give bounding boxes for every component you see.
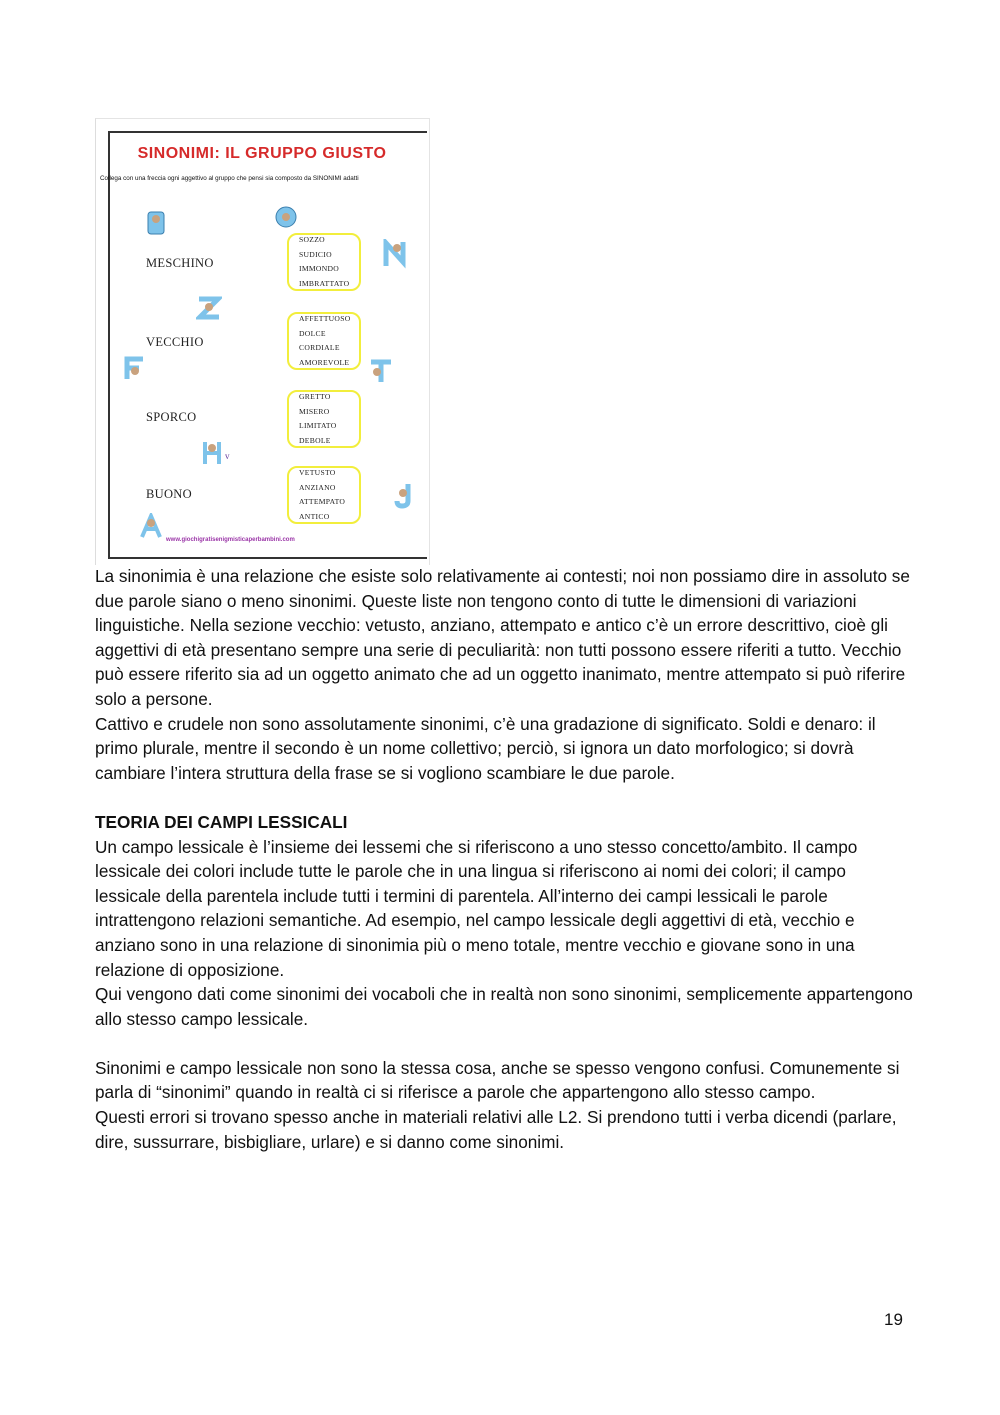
paragraph: Questi errori si trovano spesso anche in materiali relativi alle L2. Si prendono tutti i verba dicendi (parlare, dire, sussurrare, bisbigliare, urlare) e si danno come sinonimi. (95, 1107, 897, 1152)
synonym-item: AMOREVOLE (299, 357, 350, 367)
synonym-item: ANZIANO (299, 482, 336, 492)
bear-letter-j-icon (392, 481, 416, 509)
synonym-item: SUDICIO (299, 249, 332, 259)
synonym-item: IMBRATTATO (299, 278, 350, 288)
synonym-item: LIMITATO (299, 421, 337, 430)
paragraph: Qui vengono dati come sinonimi dei vocaboli che in realtà non sono sinonimi, semplicemente appartengono allo stesso campo lessicale. (95, 984, 913, 1029)
synonym-item: IMMONDO (299, 264, 340, 273)
synonym-group-box (287, 390, 361, 448)
bear-letter-t-icon (368, 357, 394, 385)
svg-text:v: v (225, 451, 230, 461)
bear-letter-h-icon (201, 439, 237, 467)
worksheet-word: VECCHIO (146, 335, 204, 349)
page-number: 19 (884, 1310, 903, 1329)
synonym-item: CORDIALE (299, 343, 340, 352)
paragraph: Sinonimi e campo lessicale non sono la stessa cosa, anche se spesso vengono confusi. Comunemente si parla di “sinonimi” quando in realtà ci si riferisce a parole che appartengono allo stesso campo. (95, 1057, 900, 1103)
synonym-item: DEBOLE (299, 435, 331, 445)
synonym-item: AFFETTUOSO (299, 314, 351, 323)
worksheet-word: SPORCO (146, 410, 197, 424)
bear-letter-z-icon (196, 295, 222, 321)
section-heading: TEORIA DEI CAMPI LESSICALI (95, 811, 348, 832)
synonym-item: SOZZO (299, 235, 325, 244)
synonym-item: MISERO (299, 406, 330, 416)
synonym-item: ATTEMPATO (299, 497, 346, 506)
paragraph: La sinonimia è una relazione che esiste solo relativamente ai contesti; noi non possiamo dire in assoluto se due parole siano o meno sinonimi. Queste liste non tengono conto di tutte le dimensioni di variazioni linguistiche. Nella sezione vecchio: vetusto, anziano, attempato e antico c’è un errore descrittivo, cioè gli aggettivi di età presentano sempre una serie di peculiarità: non tutti possono essere riferiti a tutto. Vecchio può essere riferito sia ad un oggetto animato che ad un oggetto inanimato, mentre attempato si può riferire solo a persone. (95, 566, 910, 709)
synonym-item: VETUSTO (299, 468, 336, 477)
synonym-group-box (287, 233, 361, 291)
synonym-item: DOLCE (299, 328, 326, 338)
worksheet-url: www.giochigratisenigmisticaperbambini.com (166, 537, 295, 543)
paragraph: Cattivo e crudele non sono assolutamente sinonimi, c’è una gradazione di significato. Soldi e denaro: il primo plurale, mentre il secondo è un nome collettivo; perciò, si ignora un dato morfologico; si dovrà cambiare l’intera struttura della frase se si vogliono scambiare le due parole. (95, 713, 876, 783)
synonym-item: GRETTO (299, 392, 331, 401)
bear-letter-f-icon (121, 355, 147, 381)
bear-letter-e-icon (146, 209, 168, 237)
synonym-group-box (287, 312, 361, 370)
bear-letter-o-icon (274, 205, 298, 229)
worksheet-word: MESCHINO (146, 256, 214, 270)
bear-letter-n-icon (383, 239, 409, 269)
bear-letter-a-icon (139, 513, 163, 539)
body-text (95, 564, 915, 1154)
paragraph: Un campo lessicale è l’insieme dei lessemi che si riferiscono a uno stesso concetto/ambito. Il campo lessicale dei colori include tutte le parole che in una lingua si riferiscono ai nomi dei colori; il campo lessicale della parentela include tutti i termini di parentela. All’interno dei campi lessicali le parole intrattengono relazioni semantiche. Ad esempio, nel campo lessicale degli aggettivi di età, vecchio e anziano sono in una relazione di sinonimia più o meno totale, mentre vecchio e giovane sono in una relazione di opposizione. (95, 836, 858, 980)
worksheet-word: BUONO (146, 487, 192, 501)
worksheet-image (95, 118, 430, 565)
worksheet-instruction: Collega con una freccia ogni aggettivo al gruppo che pensi sia composto da SINONIMI adatti (100, 175, 359, 182)
synonym-group-box (287, 466, 361, 524)
worksheet-title: SINONIMI: IL GRUPPO GIUSTO (137, 145, 387, 162)
synonym-item: ANTICO (299, 511, 330, 521)
